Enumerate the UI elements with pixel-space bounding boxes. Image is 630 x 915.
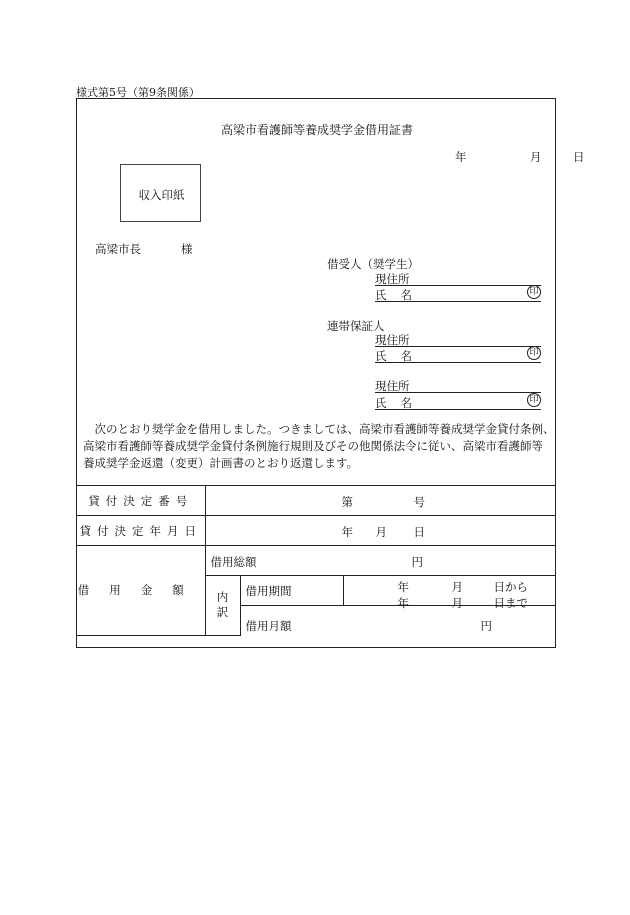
date-day: 日: [572, 150, 585, 164]
decision-date-month: 月: [375, 525, 387, 539]
addressee: [95, 241, 193, 257]
guarantor-2-name-field[interactable]: [375, 395, 541, 410]
loan-amount-label: 借用金額: [77, 546, 205, 636]
document-title: 高梁市看護師等養成奨学金借用証書: [220, 123, 413, 137]
guarantor-seal-icon: 印: [527, 346, 541, 360]
guarantor-name-label-2: 名: [400, 349, 412, 363]
addressee-honorific: 様: [181, 242, 193, 256]
total-amount-row: [77, 546, 555, 576]
borrower-name-field[interactable]: [375, 287, 541, 302]
decision-number-label: 貸付決定番号: [77, 486, 205, 516]
period-from-year: 年: [397, 580, 409, 594]
guarantor-address-label: 現住所: [375, 333, 410, 347]
date-month: 月: [529, 150, 542, 164]
borrower-name-label-2: 名: [400, 288, 412, 302]
decision-date-label: 貸付決定年月日: [77, 516, 205, 546]
total-amount-label: 借用総額: [210, 555, 257, 569]
decision-number-field[interactable]: [205, 486, 555, 516]
guarantor-name-field[interactable]: [375, 348, 541, 363]
loan-period-field[interactable]: [343, 576, 555, 610]
decision-number-go: 号: [413, 495, 425, 509]
borrower-seal-icon: 印: [527, 285, 541, 299]
period-from-month: 月: [451, 580, 463, 594]
decision-date-field[interactable]: [205, 516, 555, 546]
period-to-suffix: 日まで: [493, 596, 528, 610]
form-number: 様式第5号（第9条関係）: [76, 86, 200, 99]
monthly-amount-field[interactable]: [240, 606, 555, 636]
loan-details-table: [77, 485, 555, 636]
monthly-amount-unit: 円: [480, 619, 492, 633]
monthly-amount-label: 借用月額: [245, 619, 292, 633]
period-to-year: 年: [397, 596, 409, 610]
guarantor-heading: 連帯保証人: [327, 319, 385, 333]
period-to-month: 月: [451, 596, 463, 610]
borrower-address-label: 現住所: [375, 272, 410, 286]
total-amount-field[interactable]: [205, 546, 555, 576]
body-text-line-1: 次のとおり奨学金を借用しました。つきましては、高梁市看護師等養成奨学金貸付条例、: [83, 422, 555, 436]
body-text-line-3: 養成奨学金返還（変更）計画書のとおり返還します。: [83, 456, 359, 470]
revenue-stamp-label: 収入印紙: [138, 188, 185, 202]
decision-number-dai: 第: [341, 495, 353, 509]
guarantor-2-name-label-1: 氏: [375, 396, 387, 410]
breakdown-label: [205, 576, 240, 636]
revenue-stamp-box[interactable]: [120, 164, 201, 222]
loan-period-label: 借用期間: [240, 576, 343, 606]
breakdown-label-2: 訳: [216, 605, 229, 620]
guarantor-2-seal-icon: 印: [527, 393, 541, 407]
addressee-name: 高梁市長: [95, 242, 141, 256]
decision-date-day: 日: [413, 525, 425, 539]
breakdown-label-1: 内: [216, 590, 229, 605]
decision-date-row: [77, 516, 555, 546]
guarantor-2-name-label-2: 名: [400, 396, 412, 410]
decision-date-year: 年: [341, 525, 353, 539]
period-from-suffix: 日から: [493, 580, 528, 594]
total-amount-unit: 円: [411, 555, 423, 569]
guarantor-2-address-label: 現住所: [375, 379, 410, 393]
borrower-address-field[interactable]: [375, 271, 541, 286]
guarantor-2-address-field[interactable]: [375, 378, 541, 393]
decision-number-row: [77, 486, 555, 516]
body-text-line-2: 高梁市看護師等養成奨学金貸付条例施行規則及びその他関係法令に従い、高梁市看護師等: [83, 439, 543, 453]
certificate-form: [76, 98, 585, 648]
guarantor-address-field[interactable]: [375, 332, 541, 347]
borrower-heading: 借受人（奨学生）: [327, 257, 419, 271]
date-year: 年: [455, 150, 467, 164]
issue-date: [455, 149, 584, 165]
guarantor-name-label-1: 氏: [375, 349, 387, 363]
borrower-name-label-1: 氏: [375, 288, 387, 302]
